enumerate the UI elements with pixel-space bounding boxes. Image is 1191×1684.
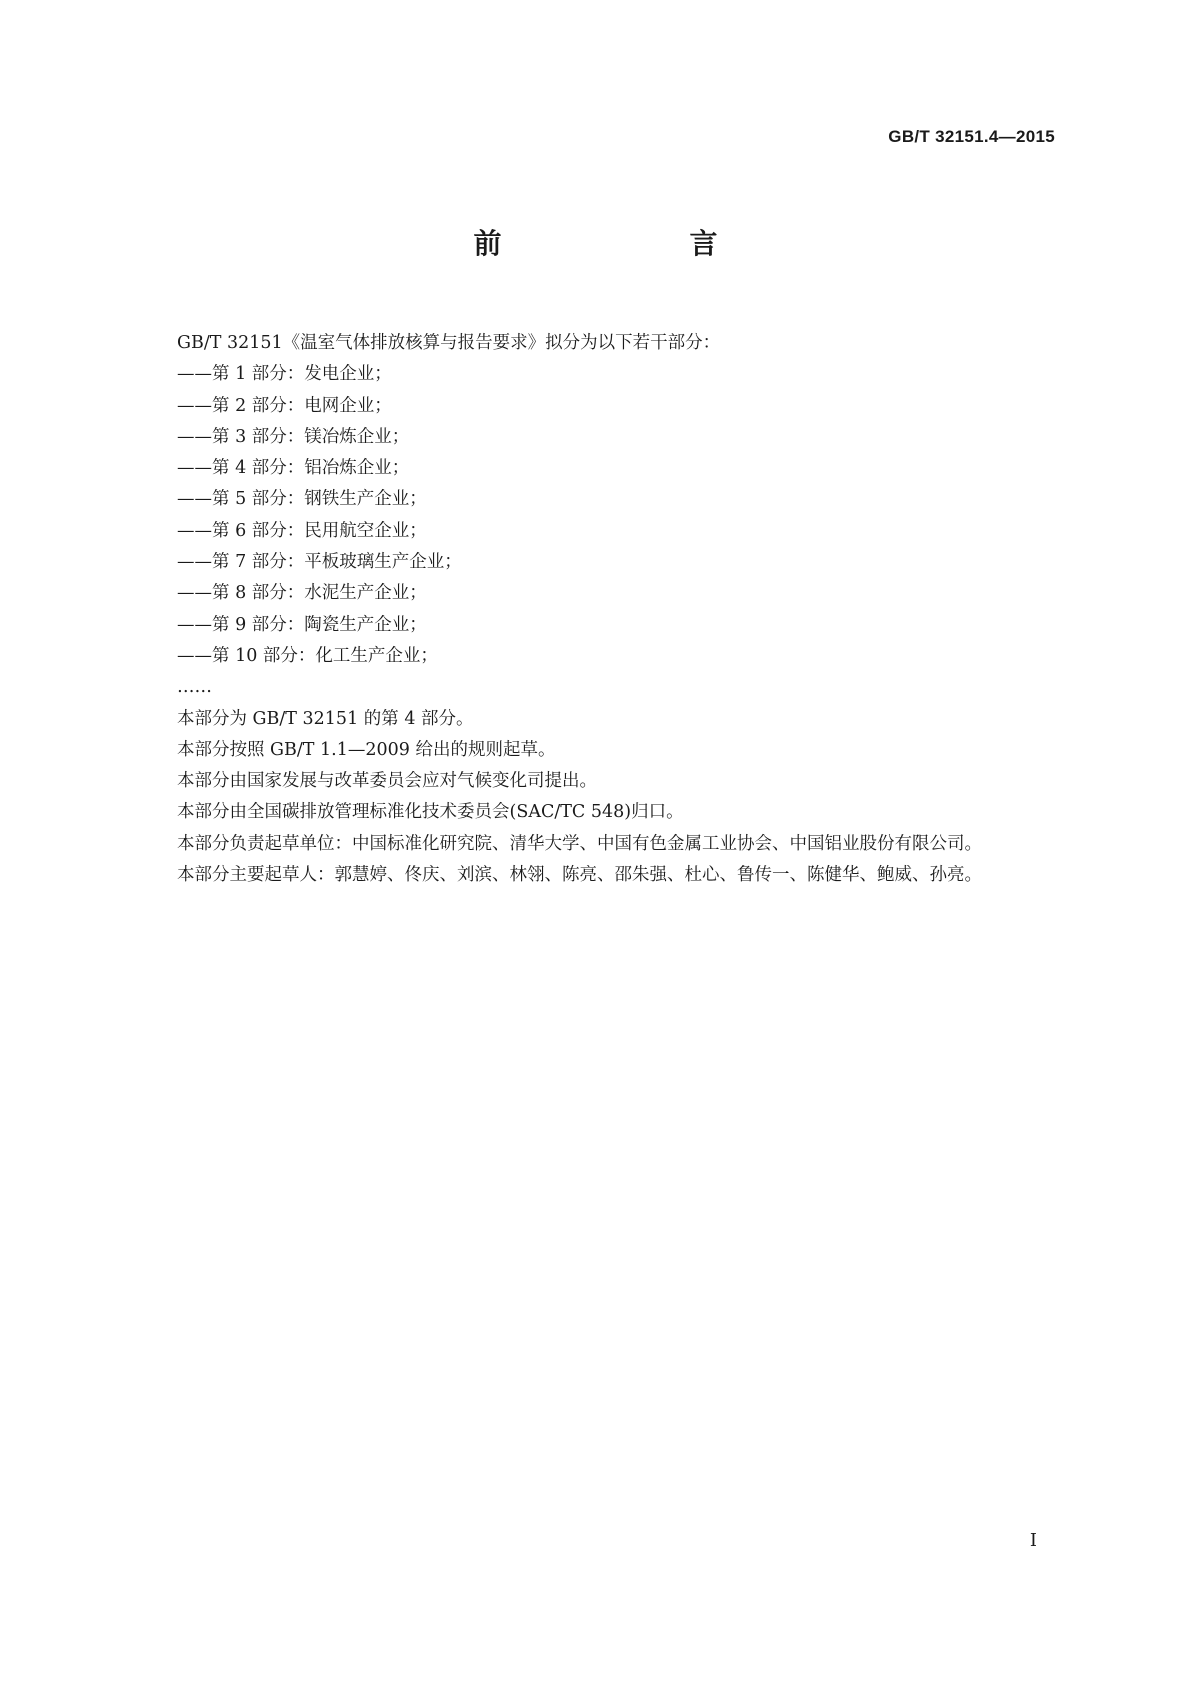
jurisdiction-statement: 本部分由全国碳排放管理标准化技术委员会(SAC/TC 548)归口。 — [177, 802, 684, 823]
part-list-item: ——第 4 部分：铝冶炼企业； — [177, 458, 410, 479]
intro-paragraph: GB/T 32151《温室气体排放核算与报告要求》拟分为以下若干部分： — [177, 333, 721, 353]
part-list-item: ——第 7 部分：平板玻璃生产企业； — [177, 552, 462, 573]
part-list-item: ——第 3 部分：镁冶炼企业； — [177, 426, 410, 447]
drafting-rules-statement: 本部分按照 GB/T 1.1—2009 给出的规则起草。 — [177, 739, 556, 760]
part-list-item: ——第 5 部分：钢铁生产企业； — [177, 489, 427, 510]
drafting-units-statement: 本部分负责起草单位：中国标准化研究院、清华大学、中国有色金属工业协会、中国铝业股份有限公司。 — [177, 833, 982, 854]
part-list-item: ——第 8 部分：水泥生产企业； — [177, 583, 427, 604]
standard-code: GB/T 32151.4—2015 — [888, 127, 1055, 146]
part-list-item: ——第 6 部分：民用航空企业； — [177, 520, 427, 541]
list-ellipsis: …… — [177, 677, 212, 698]
proposed-by-statement: 本部分由国家发展与改革委员会应对气候变化司提出。 — [177, 771, 597, 792]
page-title: 前 言 — [473, 227, 762, 260]
part-list-item: ——第 9 部分：陶瓷生产企业； — [177, 614, 427, 635]
part-of-statement: 本部分为 GB/T 32151 的第 4 部分。 — [177, 708, 474, 729]
foreword-body — [134, 328, 1052, 891]
part-list-item: ——第 2 部分：电网企业； — [177, 395, 392, 416]
part-list-item: ——第 10 部分：化工生产企业； — [177, 645, 438, 666]
main-drafters-statement: 本部分主要起草人：郭慧婷、佟庆、刘滨、林翎、陈亮、邵朱强、杜心、鲁传一、陈健华、鲍威、孙亮。 — [177, 865, 982, 886]
page-number: I — [1029, 1530, 1037, 1551]
part-list-item: ——第 1 部分：发电企业； — [177, 364, 392, 385]
